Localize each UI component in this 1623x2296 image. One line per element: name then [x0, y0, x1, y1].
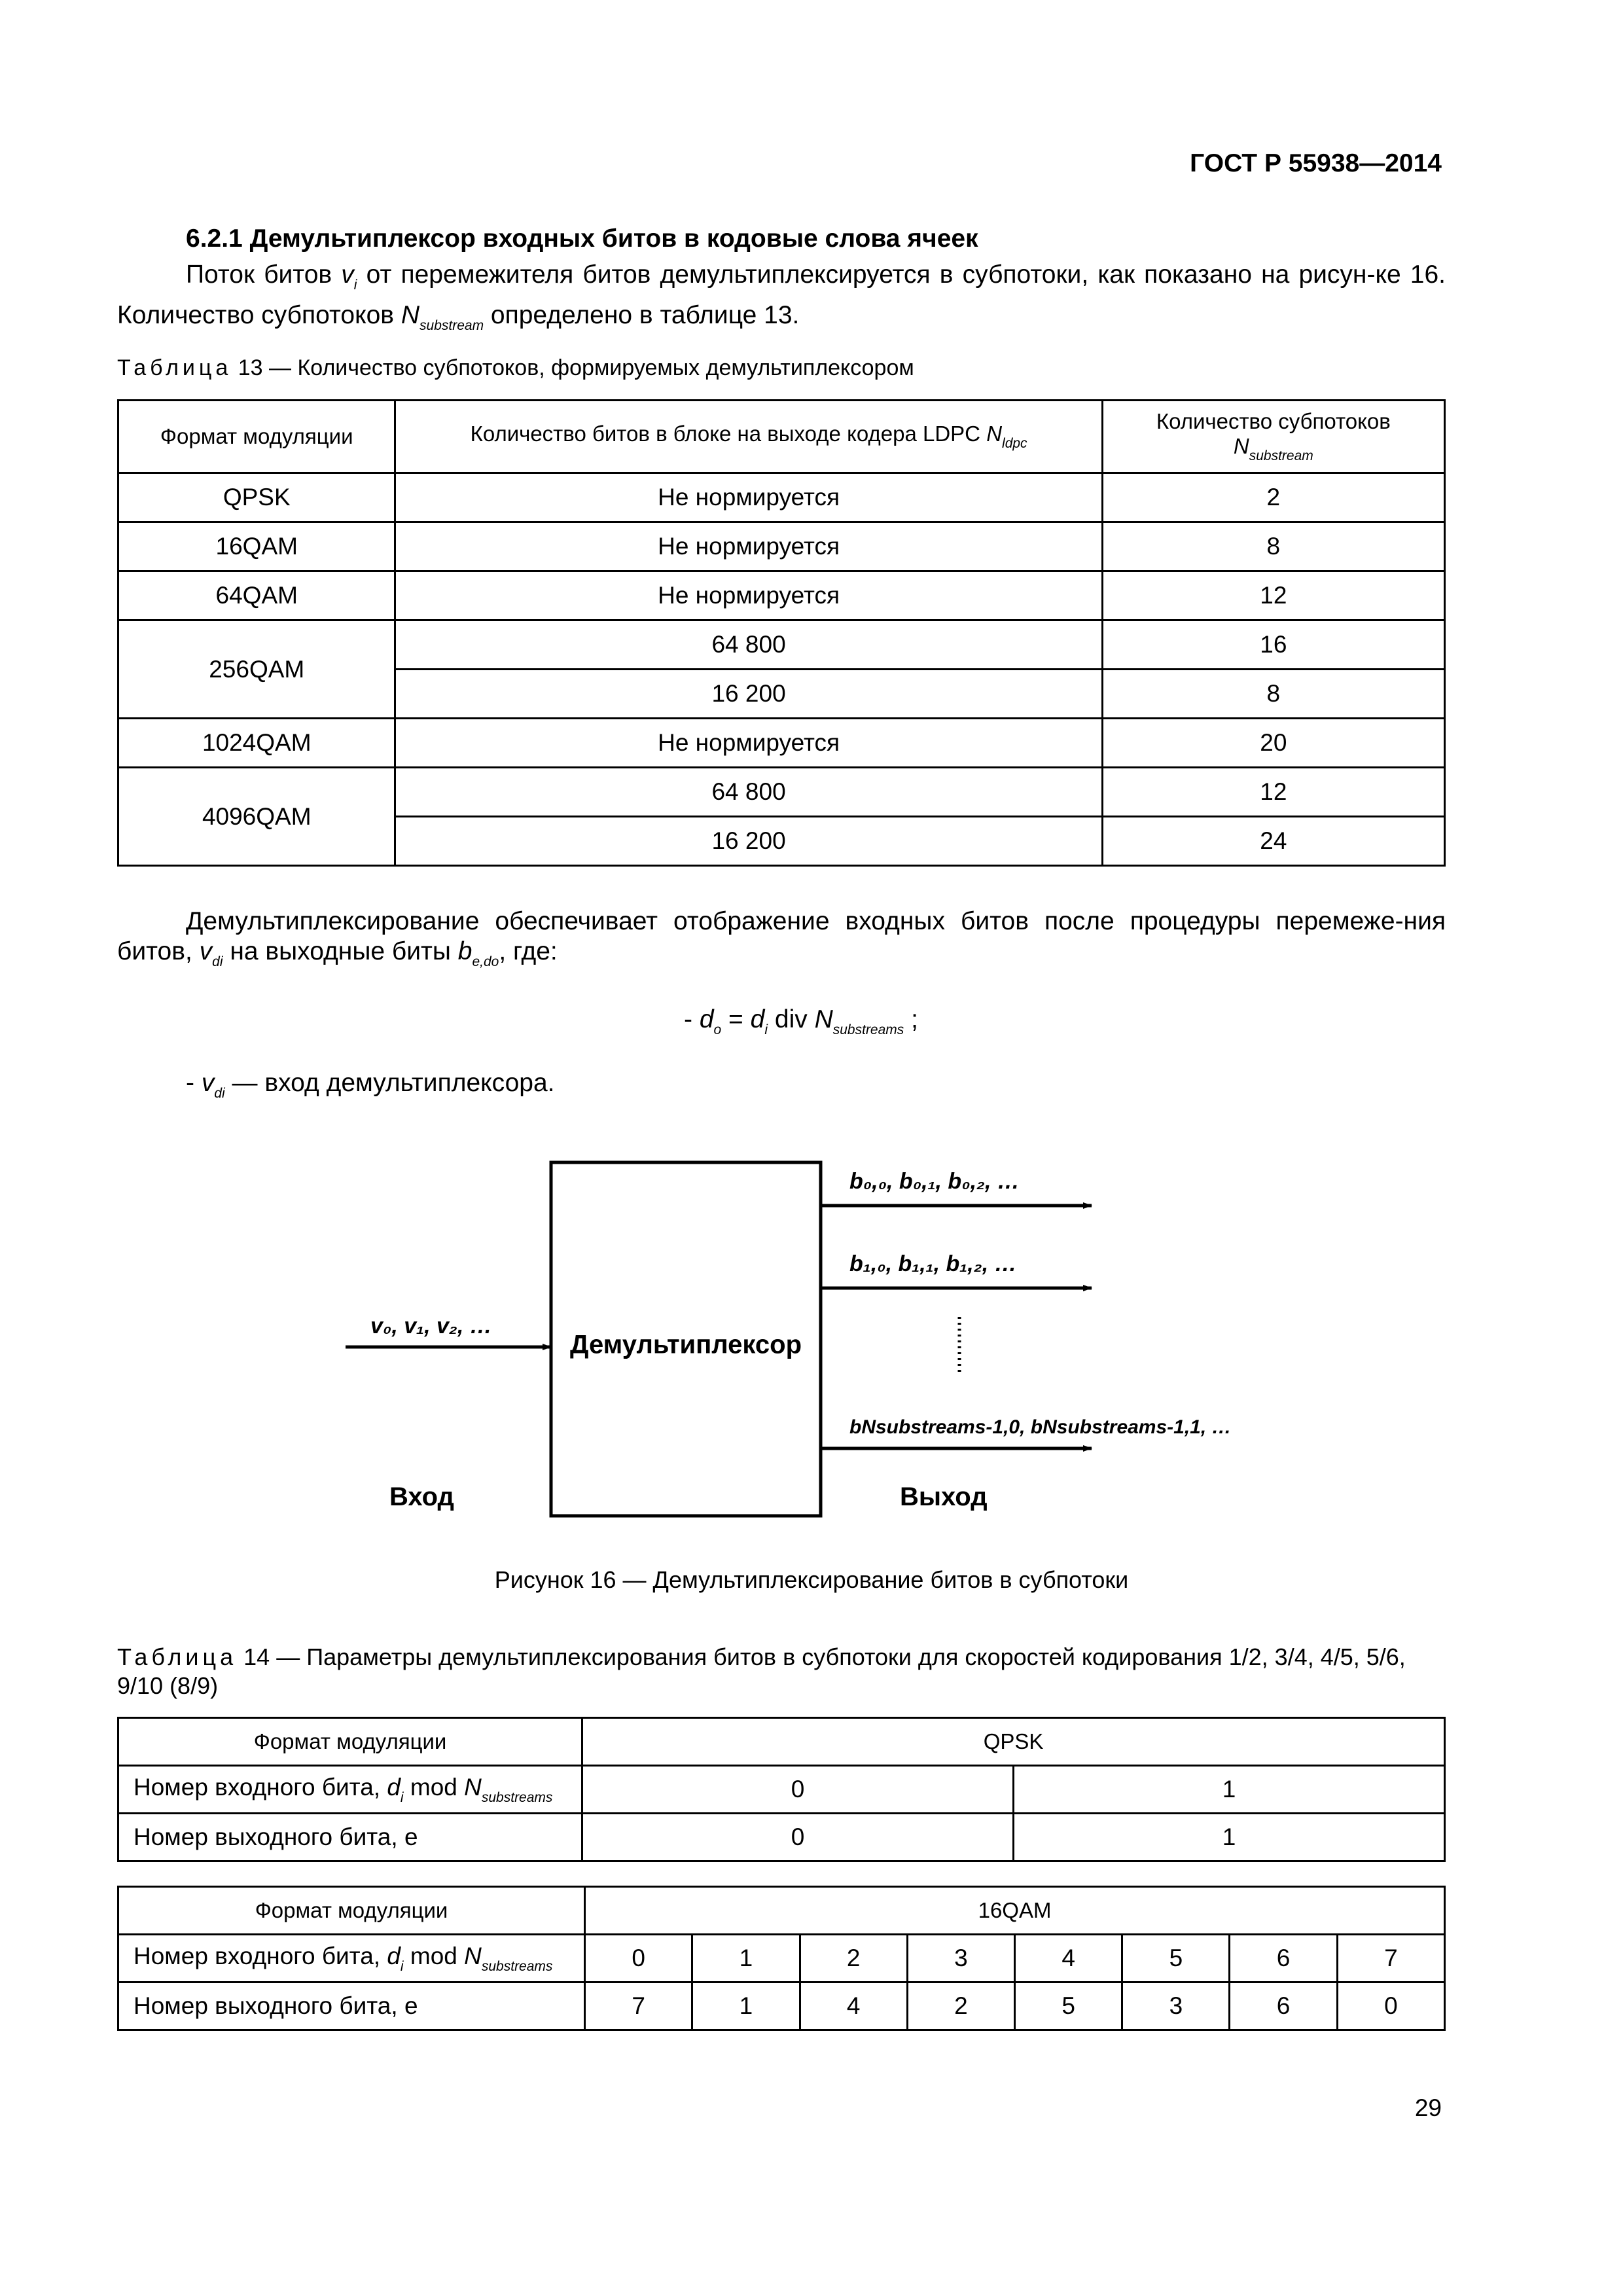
subscript: substream — [1249, 448, 1313, 463]
output-label-2: b₁,₀, b₁,₁, b₁,₂, … — [849, 1251, 1017, 1276]
box-label: Демультиплексор — [569, 1330, 802, 1359]
symbol-d: d — [699, 1005, 714, 1033]
cell-format: 1024QAM — [118, 719, 395, 768]
cell-label — [118, 1935, 585, 1982]
cell-label: Формат модуляции — [118, 1887, 585, 1935]
operator: = — [721, 1005, 751, 1033]
page-number: 29 — [1414, 2094, 1442, 2121]
symbol-d: d — [387, 1773, 401, 1801]
cell-value: 2 — [907, 1982, 1014, 2030]
symbol-n: N — [814, 1005, 833, 1033]
cell-n: 12 — [1102, 768, 1444, 817]
cell-value: 5 — [1015, 1982, 1122, 2030]
cell-format-value: 16QAM — [585, 1887, 1445, 1935]
header-text: Количество субпотоков — [1156, 409, 1391, 433]
symbol-d: d — [750, 1005, 765, 1033]
caption-label: Таблица — [117, 355, 232, 380]
text-run: от перемежителя битов демультиплексируется в субпотоки, как показано на рисун-ке 16. Количество субпотоков — [117, 260, 1446, 329]
table-14-16qam — [117, 1886, 1446, 2031]
cell-value: 0 — [1337, 1982, 1444, 2030]
text-run: mod — [403, 1773, 465, 1801]
subscript: e,do — [472, 954, 499, 969]
dash: - — [186, 1069, 202, 1097]
cell-format: 16QAM — [118, 522, 395, 571]
subscript: i — [400, 1789, 404, 1805]
cell-format-value: QPSK — [582, 1718, 1445, 1766]
dash: - — [684, 1005, 700, 1033]
figure-caption: Рисунок 16 — Демультиплексирование битов в субпотоки — [494, 1566, 1129, 1593]
caption-label: Таблица — [117, 1643, 238, 1670]
subscript: i — [764, 1022, 768, 1037]
symbol-v: v — [341, 260, 354, 289]
text-run: — вход демультиплексора. — [224, 1069, 555, 1097]
subscript: ldpc — [1002, 436, 1027, 451]
document-code: ГОСТ Р 55938—2014 — [1190, 149, 1442, 177]
cell-value: 7 — [585, 1982, 692, 2030]
table-row — [118, 1814, 1445, 1861]
cell-bits: Не нормируется — [395, 522, 1102, 571]
cell-format: 4096QAM — [118, 768, 395, 866]
subscript: substream — [419, 318, 484, 333]
subscript: substreams — [832, 1022, 904, 1037]
subscript: o — [713, 1022, 722, 1037]
output-label-1: b₀,₀, b₀,₁, b₀,₂, … — [849, 1169, 1020, 1194]
cell-n: 24 — [1102, 817, 1444, 866]
cell-value: 0 — [585, 1935, 692, 1982]
text-run: Поток битов — [186, 260, 342, 289]
cell-bits: Не нормируется — [395, 473, 1102, 522]
cell-value: 5 — [1122, 1935, 1230, 1982]
cell-label: Номер выходного бита, e — [118, 1982, 585, 2030]
cell-format: 64QAM — [118, 571, 395, 620]
caption-text: 13 — Количество субпотоков, формируемых демультиплексором — [232, 355, 914, 380]
cell-value: 7 — [1337, 1935, 1444, 1982]
text-run: Демультиплексирование обеспечивает отображение входных битов после процедуры перемеже-ния битов, — [117, 907, 1446, 965]
cell-value: 2 — [800, 1935, 907, 1982]
text-run: определено в таблице 13. — [484, 301, 800, 329]
symbol-n: N — [986, 422, 1003, 446]
text-run: mod — [403, 1942, 465, 1969]
cell-bits: Не нормируется — [395, 571, 1102, 620]
table14-caption — [117, 1643, 1446, 1700]
table-row — [118, 1766, 1445, 1814]
cell-n: 16 — [1102, 620, 1444, 670]
cell-label: Формат модуляции — [118, 1718, 582, 1766]
cell-value: 4 — [1015, 1935, 1122, 1982]
cell-value: 1 — [692, 1982, 800, 2030]
input-caption: Вход — [389, 1482, 454, 1511]
symbol-d: d — [387, 1942, 401, 1969]
symbol-v: v — [199, 937, 213, 965]
header-format: Формат модуляции — [118, 401, 395, 473]
symbol-n: N — [1233, 434, 1249, 458]
table-14-qpsk — [117, 1717, 1446, 1862]
cell-format: QPSK — [118, 473, 395, 522]
cell-bits: Не нормируется — [395, 719, 1102, 768]
caption-text: 14 — Параметры демультиплексирования битов в субпотоки для скоростей кодирования 1/2, 3/4, 4/5, 5/6, 9/10 (8/9) — [117, 1643, 1406, 1699]
section-title: 6.2.1 Демультиплексор входных битов в кодовые слова ячеек — [186, 224, 978, 253]
cell-format: 256QAM — [118, 620, 395, 719]
text-run: , где: — [499, 937, 558, 965]
subscript: di — [212, 954, 223, 969]
subscript: substreams — [481, 1789, 553, 1805]
text-run: Номер входного бита, — [134, 1773, 387, 1801]
cell-value: 4 — [800, 1982, 907, 2030]
cell-bits: 16 200 — [395, 817, 1102, 866]
text-run: на выходные биты — [223, 937, 458, 965]
cell-value: 6 — [1230, 1935, 1337, 1982]
subscript: i — [400, 1958, 404, 1974]
table-row — [118, 1718, 1445, 1766]
cell-label: Номер выходного бита, e — [118, 1814, 582, 1861]
cell-value: 1 — [1014, 1766, 1445, 1814]
subscript: di — [214, 1086, 225, 1101]
cell-n: 20 — [1102, 719, 1444, 768]
output-label-n: bNsubstreams-1,0, bNsubstreams-1,1, … — [849, 1416, 1232, 1438]
text-run: Номер входного бита, — [134, 1942, 387, 1969]
subscript: substreams — [481, 1958, 553, 1974]
cell-n: 8 — [1102, 522, 1444, 571]
subscript: i — [353, 278, 357, 293]
cell-n: 12 — [1102, 571, 1444, 620]
symbol-b: b — [457, 937, 473, 965]
cell-value: 3 — [907, 1935, 1014, 1982]
cell-bits: 16 200 — [395, 670, 1102, 719]
symbol-v: v — [201, 1069, 215, 1097]
cell-bits: 64 800 — [395, 768, 1102, 817]
output-caption: Выход — [900, 1482, 988, 1511]
cell-n: 8 — [1102, 670, 1444, 719]
table-row — [118, 1982, 1445, 2030]
cell-label — [118, 1766, 582, 1814]
punctuation: ; — [904, 1005, 918, 1033]
cell-value: 6 — [1230, 1982, 1337, 2030]
cell-bits: 64 800 — [395, 620, 1102, 670]
cell-value: 1 — [692, 1935, 800, 1982]
input-label: v₀, v₁, v₂, … — [370, 1314, 492, 1338]
cell-value: 1 — [1014, 1814, 1445, 1861]
cell-value: 0 — [582, 1766, 1014, 1814]
table-row — [118, 1935, 1445, 1982]
operator: div — [768, 1005, 815, 1033]
symbol-n: N — [401, 301, 420, 329]
table-row — [118, 1887, 1445, 1935]
cell-n: 2 — [1102, 473, 1444, 522]
cell-value: 3 — [1122, 1982, 1230, 2030]
symbol-n: N — [464, 1773, 482, 1801]
symbol-n: N — [464, 1942, 482, 1969]
header-text: Количество битов в блоке на выходе кодера LDPC — [470, 422, 987, 446]
cell-value: 0 — [582, 1814, 1014, 1861]
